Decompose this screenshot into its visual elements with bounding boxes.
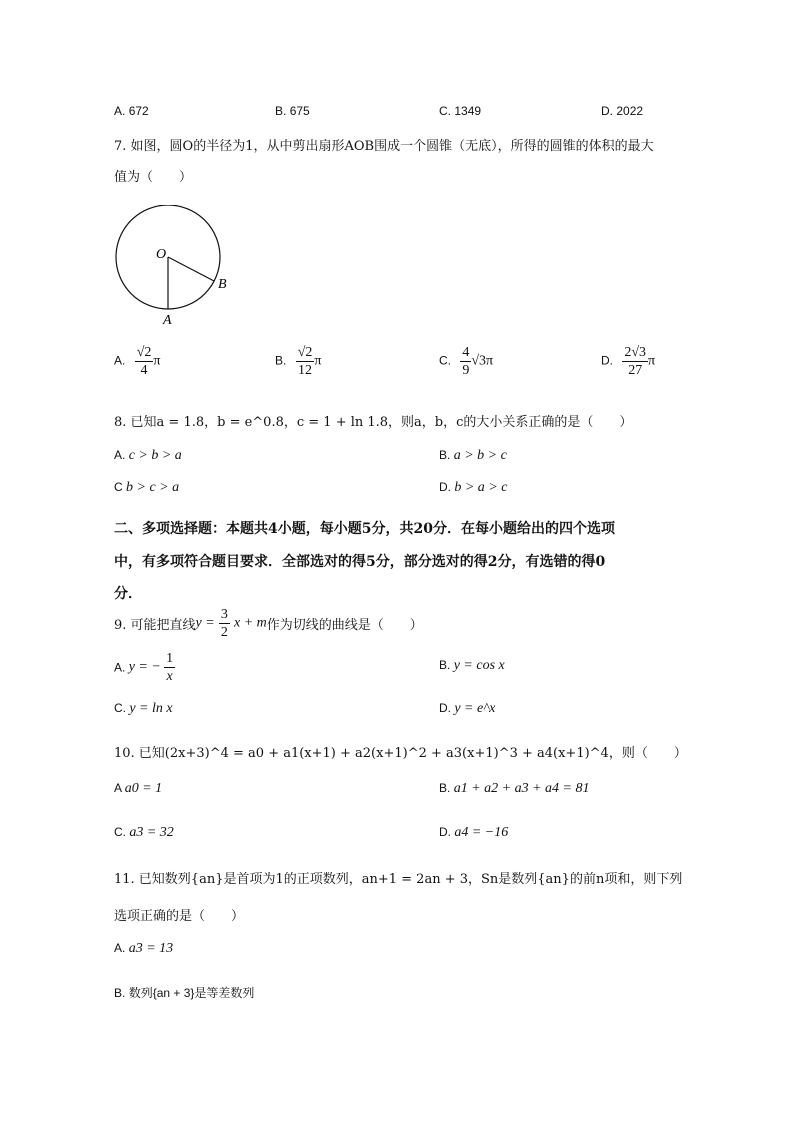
q9-option-d: D. y = e^x xyxy=(439,701,496,716)
label-b: B xyxy=(218,277,227,292)
q6-option-a: A. 672 xyxy=(114,104,149,118)
q10-option-c: C. a3 = 32 xyxy=(114,825,174,840)
q7-option-d: D. $\frac{2√3}{27}$ π xyxy=(601,345,656,378)
section2-heading-line1: 二、多项选择题：本题共4小题，每小题5分，共20分．在每小题给出的四个选项 xyxy=(114,521,615,537)
q6-option-c: C. 1349 xyxy=(439,104,482,118)
radius-ob xyxy=(168,257,214,281)
q11-stem-line2: 选项正确的是（ ） xyxy=(114,909,245,924)
q7-stem-line1: 7. 如图，圆O的半径为1，从中剪出扇形AOB围成一个圆锥（无底），所得的圆锥的体积的最大 xyxy=(114,139,654,154)
q9-option-b: B. y = cos x xyxy=(439,658,505,673)
section2-heading-line3: 分． xyxy=(114,586,142,602)
q11-stem-line1: 11. 已知数列{an}是首项为1的正项数列，an+1 = 2an + 3，Sn是数列{an}的前n项和，则下列 xyxy=(114,872,683,887)
q6-option-d: D. 2022 xyxy=(601,104,644,118)
q10-option-d: D. a4 = −16 xyxy=(439,825,509,840)
q7-option-c: C. $\frac{4}{9}$ √3π xyxy=(439,345,494,378)
q8-stem: 8. 已知a = 1.8，b = e^0.8，c = 1 + ln 1.8，则a，b，c的大小关系正确的是（ ） xyxy=(114,415,633,430)
q11-option-a: A. a3 = 13 xyxy=(114,941,174,956)
q8-option-a: A. c > b > a xyxy=(114,448,182,463)
q10-option-b: B. a1 + a2 + a3 + a4 = 81 xyxy=(439,781,590,796)
label-a: A xyxy=(163,313,172,328)
q7-option-b: B. $\frac{√2}{12}$ π xyxy=(275,345,322,378)
q7-stem-line2: 值为（ ） xyxy=(114,170,193,185)
q8-option-b: B. a > b > c xyxy=(439,448,507,463)
q11-option-b: B. 数列{an + 3}是等差数列 xyxy=(114,986,255,1000)
q9-option-a: A. y = − $\frac{1}{x}$ xyxy=(114,651,174,684)
q10-option-a: A a0 = 1 xyxy=(114,781,163,796)
q10-stem: 10. 已知(2x+3)^4 = a0 + a1(x+1) + a2(x+1)^2 + a3(x+1)^3 + a4(x+1)^4，则（ ） xyxy=(114,746,687,761)
q8-option-d: D. b > a > c xyxy=(439,480,508,495)
q7-option-a: A. $\frac{√2}{4}$ π xyxy=(114,345,161,378)
label-o: O xyxy=(156,247,167,262)
q9-stem: 9. 可能把直线y = $\frac{3}{2}$ x + m作为切线的曲线是（ ） xyxy=(114,607,423,640)
q8-option-c: C b > c > a xyxy=(114,480,180,495)
circle-sector-diagram xyxy=(108,205,238,335)
q9-option-c: C. y = ln x xyxy=(114,701,173,716)
q6-option-b: B. 675 xyxy=(275,104,310,118)
section2-heading-line2: 中，有多项符合题目要求．全部选对的得5分，部分选对的得2分，有选错的得0 xyxy=(114,554,606,570)
